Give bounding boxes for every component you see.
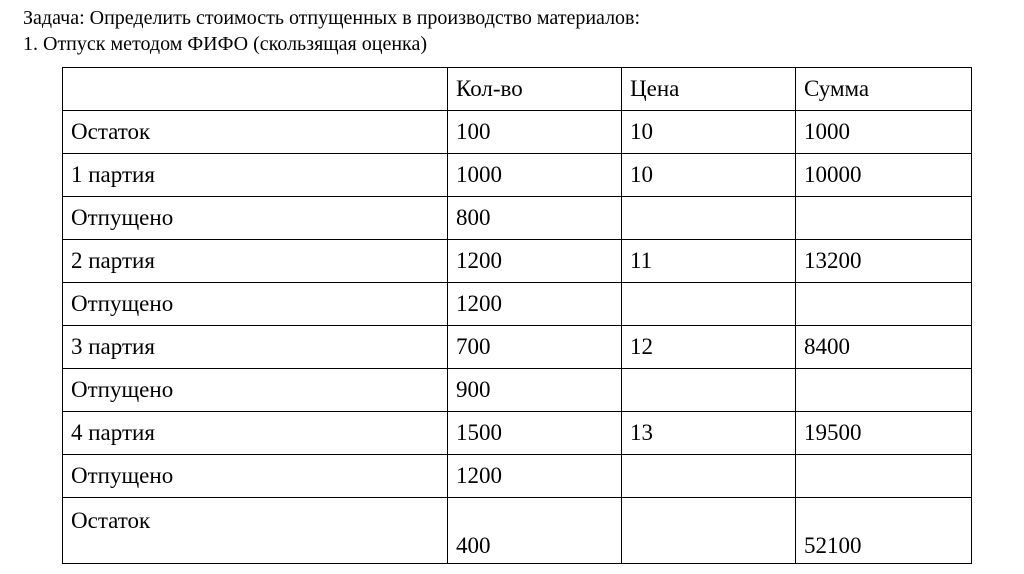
row-price: 10 bbox=[622, 111, 796, 154]
table-row bbox=[63, 412, 972, 455]
row-quantity: 900 bbox=[448, 369, 622, 412]
table-row bbox=[63, 283, 972, 326]
row-label: 3 партия bbox=[63, 326, 448, 369]
row-price: 12 bbox=[622, 326, 796, 369]
row-quantity: 1500 bbox=[448, 412, 622, 455]
row-price bbox=[622, 369, 796, 412]
row-label: 4 партия bbox=[63, 412, 448, 455]
row-price bbox=[622, 197, 796, 240]
row-price bbox=[622, 455, 796, 498]
row-price: 10 bbox=[622, 154, 796, 197]
row-sum: 8400 bbox=[796, 326, 972, 369]
row-price bbox=[622, 283, 796, 326]
table-row bbox=[63, 369, 972, 412]
row-label: Остаток bbox=[63, 498, 448, 564]
task-title: Задача: Определить стоимость отпущенных в производство материалов: bbox=[23, 7, 641, 29]
row-sum bbox=[796, 197, 972, 240]
row-label: 2 партия bbox=[63, 240, 448, 283]
row-label: Остаток bbox=[63, 111, 448, 154]
header-cell-sum: Сумма bbox=[796, 68, 972, 111]
row-sum: 52100 bbox=[796, 498, 972, 564]
table-header-row bbox=[63, 68, 972, 111]
table-row bbox=[63, 197, 972, 240]
row-price bbox=[622, 498, 796, 564]
row-label: 1 партия bbox=[63, 154, 448, 197]
row-quantity: 100 bbox=[448, 111, 622, 154]
table-row bbox=[63, 154, 972, 197]
row-label: Отпущено bbox=[63, 455, 448, 498]
row-quantity: 400 bbox=[448, 498, 622, 564]
header-cell-price: Цена bbox=[622, 68, 796, 111]
row-label: Отпущено bbox=[63, 283, 448, 326]
row-sum: 13200 bbox=[796, 240, 972, 283]
row-quantity: 800 bbox=[448, 197, 622, 240]
row-price: 11 bbox=[622, 240, 796, 283]
header-cell-quantity: Кол-во bbox=[448, 68, 622, 111]
row-price: 13 bbox=[622, 412, 796, 455]
table-row bbox=[63, 498, 972, 564]
method-subtitle: 1. Отпуск методом ФИФО (скользящая оценка) bbox=[23, 33, 427, 55]
table-row bbox=[63, 326, 972, 369]
row-quantity: 1200 bbox=[448, 283, 622, 326]
row-sum: 10000 bbox=[796, 154, 972, 197]
table-row bbox=[63, 111, 972, 154]
table-row bbox=[63, 455, 972, 498]
row-quantity: 1200 bbox=[448, 455, 622, 498]
row-quantity: 1200 bbox=[448, 240, 622, 283]
table-row bbox=[63, 240, 972, 283]
row-sum bbox=[796, 455, 972, 498]
row-quantity: 1000 bbox=[448, 154, 622, 197]
fifo-table bbox=[62, 67, 972, 564]
row-sum: 19500 bbox=[796, 412, 972, 455]
row-label: Отпущено bbox=[63, 369, 448, 412]
row-sum: 1000 bbox=[796, 111, 972, 154]
row-sum bbox=[796, 283, 972, 326]
row-quantity: 700 bbox=[448, 326, 622, 369]
row-label: Отпущено bbox=[63, 197, 448, 240]
header-cell-label bbox=[63, 68, 448, 111]
row-sum bbox=[796, 369, 972, 412]
